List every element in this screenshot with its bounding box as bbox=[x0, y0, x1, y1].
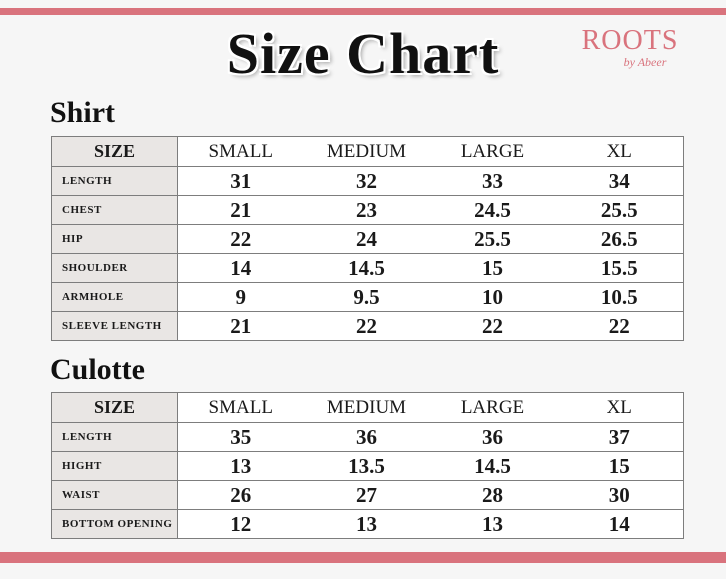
top-accent-band bbox=[0, 8, 726, 15]
brand-name: ROOTS bbox=[581, 25, 679, 56]
page-title: Size Chart bbox=[226, 21, 500, 86]
row-label: BOTTOM OPENING bbox=[52, 510, 178, 539]
header-large: LARGE bbox=[430, 137, 556, 167]
table-row bbox=[52, 254, 684, 283]
row-label: HIGHT bbox=[52, 452, 178, 481]
culotte-heading: Culotte bbox=[50, 353, 145, 386]
table-row bbox=[52, 481, 684, 510]
table-row bbox=[52, 423, 684, 452]
size-value: 36 bbox=[430, 423, 556, 452]
size-value: 22 bbox=[430, 312, 556, 341]
size-value: 13 bbox=[304, 510, 430, 539]
table-row bbox=[52, 225, 684, 254]
size-value: 14 bbox=[178, 254, 304, 283]
size-value: 14.5 bbox=[304, 254, 430, 283]
shirt-heading: Shirt bbox=[50, 96, 116, 129]
row-label: CHEST bbox=[52, 196, 178, 225]
size-value: 26 bbox=[178, 481, 304, 510]
size-value: 9 bbox=[178, 283, 304, 312]
size-value: 10.5 bbox=[556, 283, 684, 312]
size-value: 15.5 bbox=[556, 254, 684, 283]
row-label: HIP bbox=[52, 225, 178, 254]
size-value: 9.5 bbox=[304, 283, 430, 312]
size-value: 23 bbox=[304, 196, 430, 225]
size-value: 10 bbox=[430, 283, 556, 312]
size-value: 25.5 bbox=[430, 225, 556, 254]
size-value: 37 bbox=[556, 423, 684, 452]
size-value: 12 bbox=[178, 510, 304, 539]
shirt-size-table bbox=[51, 136, 684, 341]
size-value: 22 bbox=[304, 312, 430, 341]
header-small: SMALL bbox=[178, 137, 304, 167]
size-value: 28 bbox=[430, 481, 556, 510]
row-label: LENGTH bbox=[52, 423, 178, 452]
header-xl: XL bbox=[556, 137, 684, 167]
size-value: 24 bbox=[304, 225, 430, 254]
size-value: 25.5 bbox=[556, 196, 684, 225]
size-value: 13 bbox=[430, 510, 556, 539]
size-value: 30 bbox=[556, 481, 684, 510]
row-label: WAIST bbox=[52, 481, 178, 510]
header-size: SIZE bbox=[52, 393, 178, 423]
header-xl: XL bbox=[556, 393, 684, 423]
table-row bbox=[52, 283, 684, 312]
size-value: 15 bbox=[556, 452, 684, 481]
row-label: SHOULDER bbox=[52, 254, 178, 283]
brand-logo bbox=[570, 26, 690, 68]
size-value: 34 bbox=[556, 167, 684, 196]
header-large: LARGE bbox=[430, 393, 556, 423]
size-value: 14 bbox=[556, 510, 684, 539]
table-row bbox=[52, 452, 684, 481]
size-value: 33 bbox=[430, 167, 556, 196]
bottom-accent-band bbox=[0, 552, 726, 563]
table-row bbox=[52, 196, 684, 225]
size-value: 13.5 bbox=[304, 452, 430, 481]
size-value: 31 bbox=[178, 167, 304, 196]
size-value: 21 bbox=[178, 312, 304, 341]
size-value: 26.5 bbox=[556, 225, 684, 254]
header-small: SMALL bbox=[178, 393, 304, 423]
row-label: ARMHOLE bbox=[52, 283, 178, 312]
size-value: 21 bbox=[178, 196, 304, 225]
table-row bbox=[52, 510, 684, 539]
table-row bbox=[52, 312, 684, 341]
brand-tagline: by Abeer bbox=[623, 55, 667, 69]
culotte-size-table bbox=[51, 392, 684, 539]
table-header-row bbox=[52, 137, 684, 167]
header-size: SIZE bbox=[52, 137, 178, 167]
table-row bbox=[52, 167, 684, 196]
row-label: SLEEVE LENGTH bbox=[52, 312, 178, 341]
size-value: 24.5 bbox=[430, 196, 556, 225]
size-value: 13 bbox=[178, 452, 304, 481]
size-value: 15 bbox=[430, 254, 556, 283]
header-medium: MEDIUM bbox=[304, 393, 430, 423]
size-value: 14.5 bbox=[430, 452, 556, 481]
size-value: 22 bbox=[178, 225, 304, 254]
size-value: 36 bbox=[304, 423, 430, 452]
size-value: 32 bbox=[304, 167, 430, 196]
size-value: 22 bbox=[556, 312, 684, 341]
row-label: LENGTH bbox=[52, 167, 178, 196]
size-value: 27 bbox=[304, 481, 430, 510]
table-header-row bbox=[52, 393, 684, 423]
header-medium: MEDIUM bbox=[304, 137, 430, 167]
size-value: 35 bbox=[178, 423, 304, 452]
